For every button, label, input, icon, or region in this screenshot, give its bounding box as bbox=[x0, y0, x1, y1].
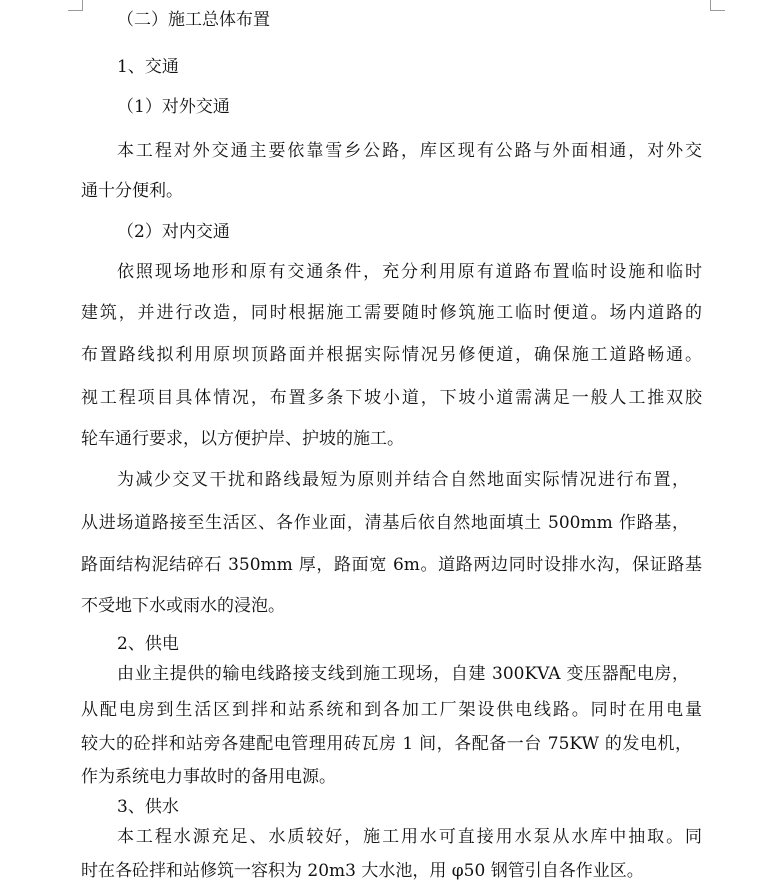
heading-external-traffic: （1）对外交通 bbox=[117, 97, 230, 117]
section-title: （二）施工总体布置 bbox=[117, 10, 270, 30]
paragraph-line: 轮车通行要求，以方便护岸、护坡的施工。 bbox=[81, 429, 404, 449]
paragraph-line: 视工程项目具体情况，布置多条下坡小道，下坡小道需满足一般人工推双胶 bbox=[81, 388, 702, 408]
paragraph-line: 从配电房到生活区到拌和站系统和到各加工厂架设供电线路。同时在用电量 bbox=[81, 700, 702, 720]
paragraph-line: 建筑，并进行改造，同时根据施工需要随时修筑施工临时便道。场内道路的 bbox=[81, 303, 702, 323]
heading-internal-traffic: （2）对内交通 bbox=[117, 222, 230, 242]
page-corner-mark-left bbox=[68, 0, 83, 11]
paragraph-line: 通十分便利。 bbox=[81, 181, 183, 201]
paragraph-line: 路面结构泥结碎石 350mm 厚，路面宽 6m。道路两边同时设排水沟，保证路基 bbox=[81, 555, 702, 575]
paragraph-line: 从进场道路接至生活区、各作业面，清基后依自然地面填土 500mm 作路基， bbox=[81, 513, 689, 533]
page-corner-mark-right bbox=[710, 0, 725, 11]
paragraph-line: 布置路线拟利用原坝顶路面并根据实际情况另修便道，确保施工道路畅通。 bbox=[81, 345, 702, 365]
paragraph-line: 由业主提供的输电线路接支线到施工现场，自建 300KVA 变压器配电房， bbox=[117, 664, 689, 684]
paragraph-line: 不受地下水或雨水的浸泡。 bbox=[81, 596, 285, 616]
paragraph-line: 本工程对外交通主要依靠雪乡公路，库区现有公路与外面相通，对外交 bbox=[117, 141, 702, 161]
paragraph-line: 本工程水源充足、水质较好，施工用水可直接用水泵从水库中抽取。同 bbox=[117, 827, 702, 847]
paragraph-line: 依照现场地形和原有交通条件，充分利用原有道路布置临时设施和临时 bbox=[117, 262, 702, 282]
paragraph-line: 时在各砼拌和站修筑一容积为 20m3 大水池，用 φ50 钢管引自各作业区。 bbox=[81, 861, 644, 881]
paragraph-line: 较大的砼拌和站旁各建配电管理用砖瓦房 1 间，各配备一台 75KW 的发电机， bbox=[81, 734, 692, 754]
paragraph-line: 为减少交叉干扰和路线最短为原则并结合自然地面实际情况进行布置， bbox=[117, 470, 689, 490]
heading-traffic: 1、交通 bbox=[117, 57, 179, 77]
heading-water: 3、供水 bbox=[117, 797, 179, 817]
heading-power: 2、供电 bbox=[117, 634, 179, 654]
paragraph-line: 作为系统电力事故时的备用电源。 bbox=[81, 767, 336, 787]
